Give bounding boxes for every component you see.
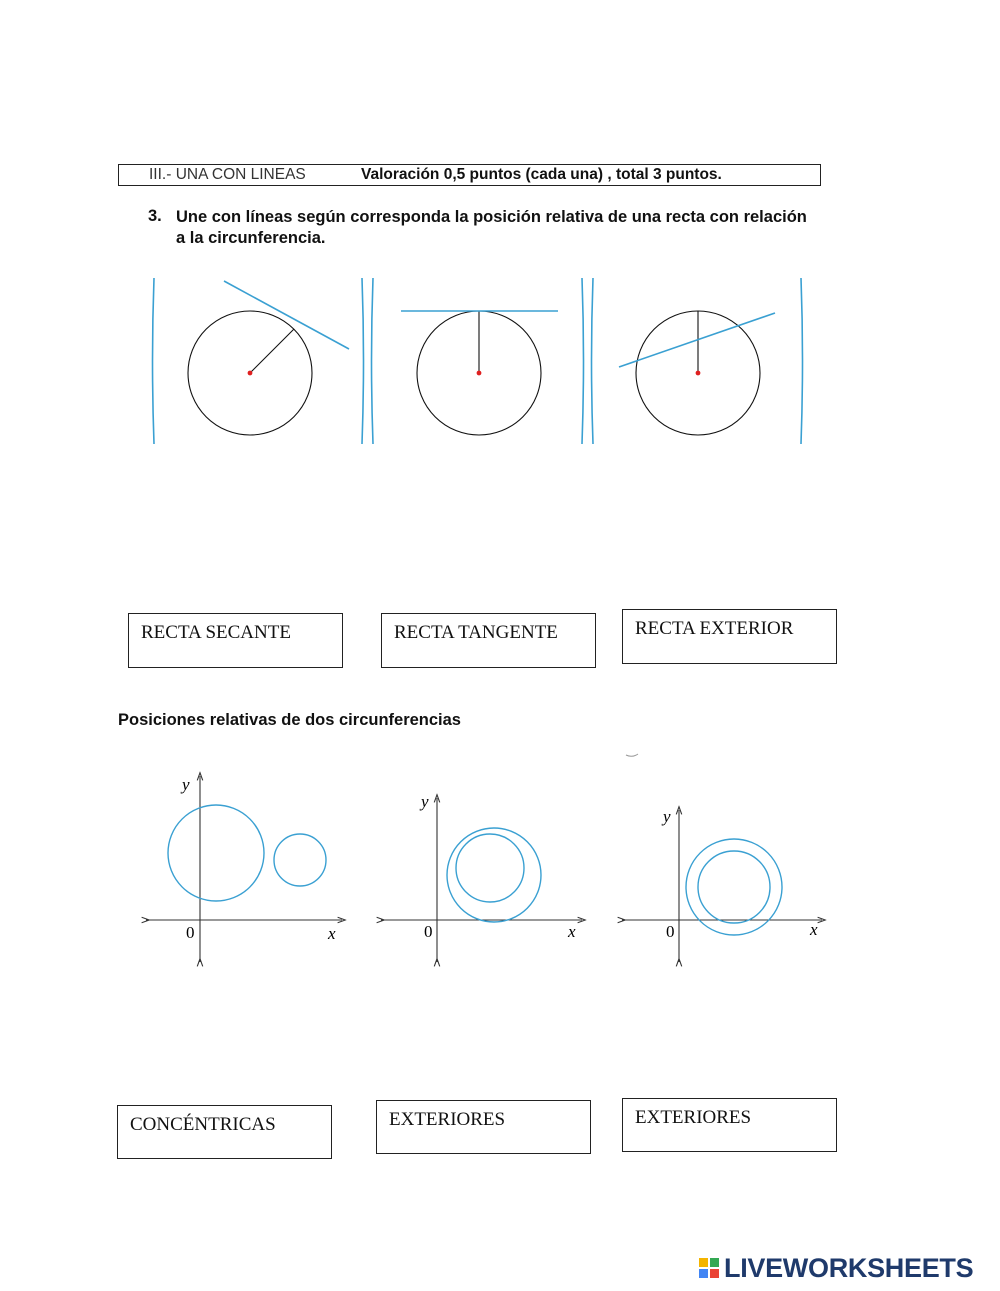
section-title: III.- UNA CON LINEAS bbox=[149, 166, 306, 183]
question-text: Une con líneas según corresponda la posición relativa de una recta con relación a la circunferencia. bbox=[176, 208, 807, 247]
outer-circle-2 bbox=[447, 828, 541, 922]
line-circle-diagrams bbox=[0, 0, 1000, 460]
answer-box-exteriores-1[interactable] bbox=[376, 1100, 591, 1154]
scan-mark bbox=[626, 754, 638, 756]
answer-box-concentricas[interactable] bbox=[117, 1105, 332, 1159]
answer-label: EXTERIORES bbox=[389, 1109, 506, 1130]
diagram-line-1 bbox=[188, 281, 349, 435]
answer-label: EXTERIORES bbox=[635, 1107, 752, 1128]
origin-label-2: 0 bbox=[424, 922, 433, 941]
x-label-2: x bbox=[568, 922, 576, 941]
answer-box-recta-tangente[interactable] bbox=[381, 613, 596, 668]
line-3 bbox=[619, 313, 775, 367]
y-label-2: y bbox=[421, 792, 429, 811]
bracket-1-right bbox=[362, 278, 364, 444]
answer-label: RECTA SECANTE bbox=[141, 622, 291, 643]
center-dot-1 bbox=[248, 371, 253, 376]
logo-text: LIVEWORKSHEETS bbox=[724, 1253, 974, 1283]
answer-label: CONCÉNTRICAS bbox=[130, 1114, 276, 1135]
bracket-2-left bbox=[372, 278, 374, 444]
origin-label-1: 0 bbox=[186, 923, 195, 942]
x-label-3: x bbox=[810, 920, 818, 939]
inner-circle-3 bbox=[698, 851, 770, 923]
question-number: 3. bbox=[148, 207, 162, 225]
logo-icon bbox=[698, 1254, 722, 1284]
subtitle: Posiciones relativas de dos circunferencias bbox=[118, 711, 461, 729]
center-dot-2 bbox=[477, 371, 482, 376]
section-score: Valoración 0,5 puntos (cada una) , total 3 puntos. bbox=[361, 166, 722, 183]
plot-1 bbox=[146, 775, 342, 962]
line-1 bbox=[224, 281, 349, 349]
two-circle-diagrams bbox=[0, 740, 1000, 980]
answer-box-exteriores-2[interactable] bbox=[622, 1098, 837, 1152]
plot-3 bbox=[622, 807, 822, 962]
outer-circle-3 bbox=[686, 839, 782, 935]
inner-circle-2 bbox=[456, 834, 524, 902]
bracket-2-right bbox=[582, 278, 584, 444]
diagram-line-2 bbox=[401, 311, 558, 435]
small-circle-1 bbox=[274, 834, 326, 886]
center-dot-3 bbox=[696, 371, 701, 376]
answer-label: RECTA TANGENTE bbox=[394, 622, 558, 643]
plot-2 bbox=[381, 792, 582, 962]
y-label-1: y bbox=[182, 775, 190, 794]
diagram-line-3 bbox=[619, 311, 775, 435]
answer-box-recta-secante[interactable] bbox=[128, 613, 343, 668]
bracket-3-right bbox=[801, 278, 803, 444]
answer-box-recta-exterior[interactable] bbox=[622, 609, 837, 664]
y-label-3: y bbox=[663, 807, 671, 826]
x-label-1: x bbox=[328, 924, 336, 943]
bracket-3-left bbox=[592, 278, 594, 444]
answer-label: RECTA EXTERIOR bbox=[635, 618, 794, 639]
panel-brackets bbox=[153, 278, 803, 444]
radius-1 bbox=[250, 329, 294, 373]
large-circle-1 bbox=[168, 805, 264, 901]
origin-label-3: 0 bbox=[666, 922, 675, 941]
bracket-1-left bbox=[153, 278, 155, 444]
